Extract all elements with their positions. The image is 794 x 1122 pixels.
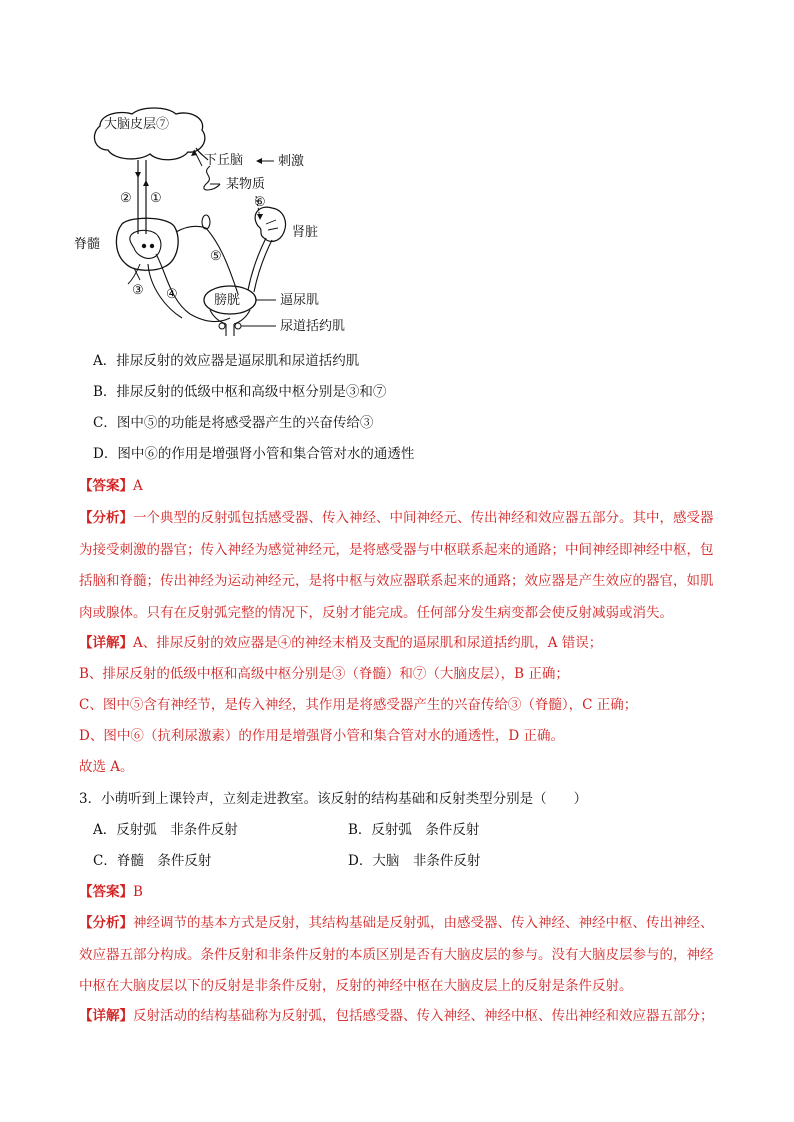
q3-analysis-tag: 【分析】 [79,915,133,931]
q2-option-a: A．排尿反射的效应器是逼尿肌和尿道括约肌 [93,353,360,369]
q3-answer [79,882,143,902]
label-hypothalamus: 下丘脑 [204,153,244,168]
q3-stem: 3．小萌听到上课铃声，立刻走进教室。该反射的结构基础和反射类型分别是（ ） [79,791,588,807]
label-kidney: 肾脏 [292,225,319,240]
q3-detail-tag: 【详解】 [79,1008,133,1024]
q2-detail-line-3: C、图中⑤含有神经节，是传入神经，其作用是将感受器产生的兴奋传给③（脊髓），C 正确； [79,697,638,713]
q3-detail [79,1006,714,1026]
q3-option-c: C．脊髓 条件反射 [93,853,212,869]
q3-analysis [79,908,719,1003]
label-3: ③ [132,283,144,298]
q2-detail-line-4: D、图中⑥（抗利尿激素）的作用是增强肾小管和集合管对水的通透性，D 正确。 [79,728,564,744]
q2-detail-text-1: A、排尿反射的效应器是④的神经末梢及支配的逼尿肌和尿道括约肌，A 错误； [133,635,603,651]
q3-answer-tag: 【答案】 [79,884,133,900]
label-4: ④ [166,287,178,302]
q3-detail-text: 反射活动的结构基础称为反射弧，包括感受器、传入神经、神经中枢、传出神经和效应器五部分； [133,1008,714,1024]
label-substance: 某物质 [226,177,266,192]
q3-option-b: B．反射弧 条件反射 [348,822,480,838]
q3-answer-value: B [133,884,143,900]
q2-analysis-text: 一个典型的反射弧包括感受器、传入神经、中间神经元、传出神经和效应器五部分。其中，感受器为接受刺激的器官；传入神经为感觉神经元，是将感受器与中枢联系起来的通路；中间神经即神经中枢，包括脑和脊髓；传出神经为运动神经元，是将中枢与效应器联系起来的通路；效应器是产生效应的器官，如肌肉或腺体。只有在反射弧完整的情况下，反射才能完成。任何部分发生病变都会使反射减弱或消失。 [79,510,714,621]
q2-option-c: C．图中⑤的功能是将感受器产生的兴奋传给③ [93,415,374,431]
label-spinal: 脊髓 [74,237,101,252]
q2-answer-tag: 【答案】 [79,478,133,494]
q2-answer [79,476,143,496]
q2-detail-line-2: B、排尿反射的低级中枢和高级中枢分别是③（脊髓）和⑦（大脑皮层），B 正确； [79,666,569,682]
q2-detail-line-1 [79,633,602,653]
label-2: ② [120,191,132,206]
q3-option-d: D．大脑 非条件反射 [348,853,481,869]
label-1: ① [150,191,162,206]
label-stimulus: 刺激 [278,154,305,169]
label-bladder: 膀胱 [214,293,241,308]
label-cortex: 大脑皮层⑦ [104,117,170,132]
q2-option-d: D．图中⑥的作用是增强肾小管和集合管对水的通透性 [93,446,415,462]
q2-conclusion: 故选 A。 [79,759,134,775]
q2-analysis [79,503,719,629]
q3-analysis-text: 神经调节的基本方式是反射，其结构基础是反射弧，由感受器、传入神经、神经中枢、传出神经、效应器五部分构成。条件反射和非条件反射的本质区别是否有大脑皮层的参与。没有大脑皮层参与的，神经中枢在大脑皮层以下的反射是非条件反射，反射的神经中枢在大脑皮层上的反射是条件反射。 [79,915,714,994]
q2-detail-tag: 【详解】 [79,635,133,651]
label-detrusor: 逼尿肌 [280,293,320,308]
reflex-arc-diagram [70,104,370,344]
q3-option-a: A．反射弧 非条件反射 [93,822,238,838]
q2-answer-value: A [133,478,143,494]
label-sphincter: 尿道括约肌 [280,319,346,334]
reflex-arc-figure [70,104,370,344]
q2-option-b: B．排尿反射的低级中枢和高级中枢分别是③和⑦ [93,384,387,400]
q2-analysis-tag: 【分析】 [79,510,133,526]
label-6: ⑥ [254,195,266,210]
label-5: ⑤ [210,249,222,264]
